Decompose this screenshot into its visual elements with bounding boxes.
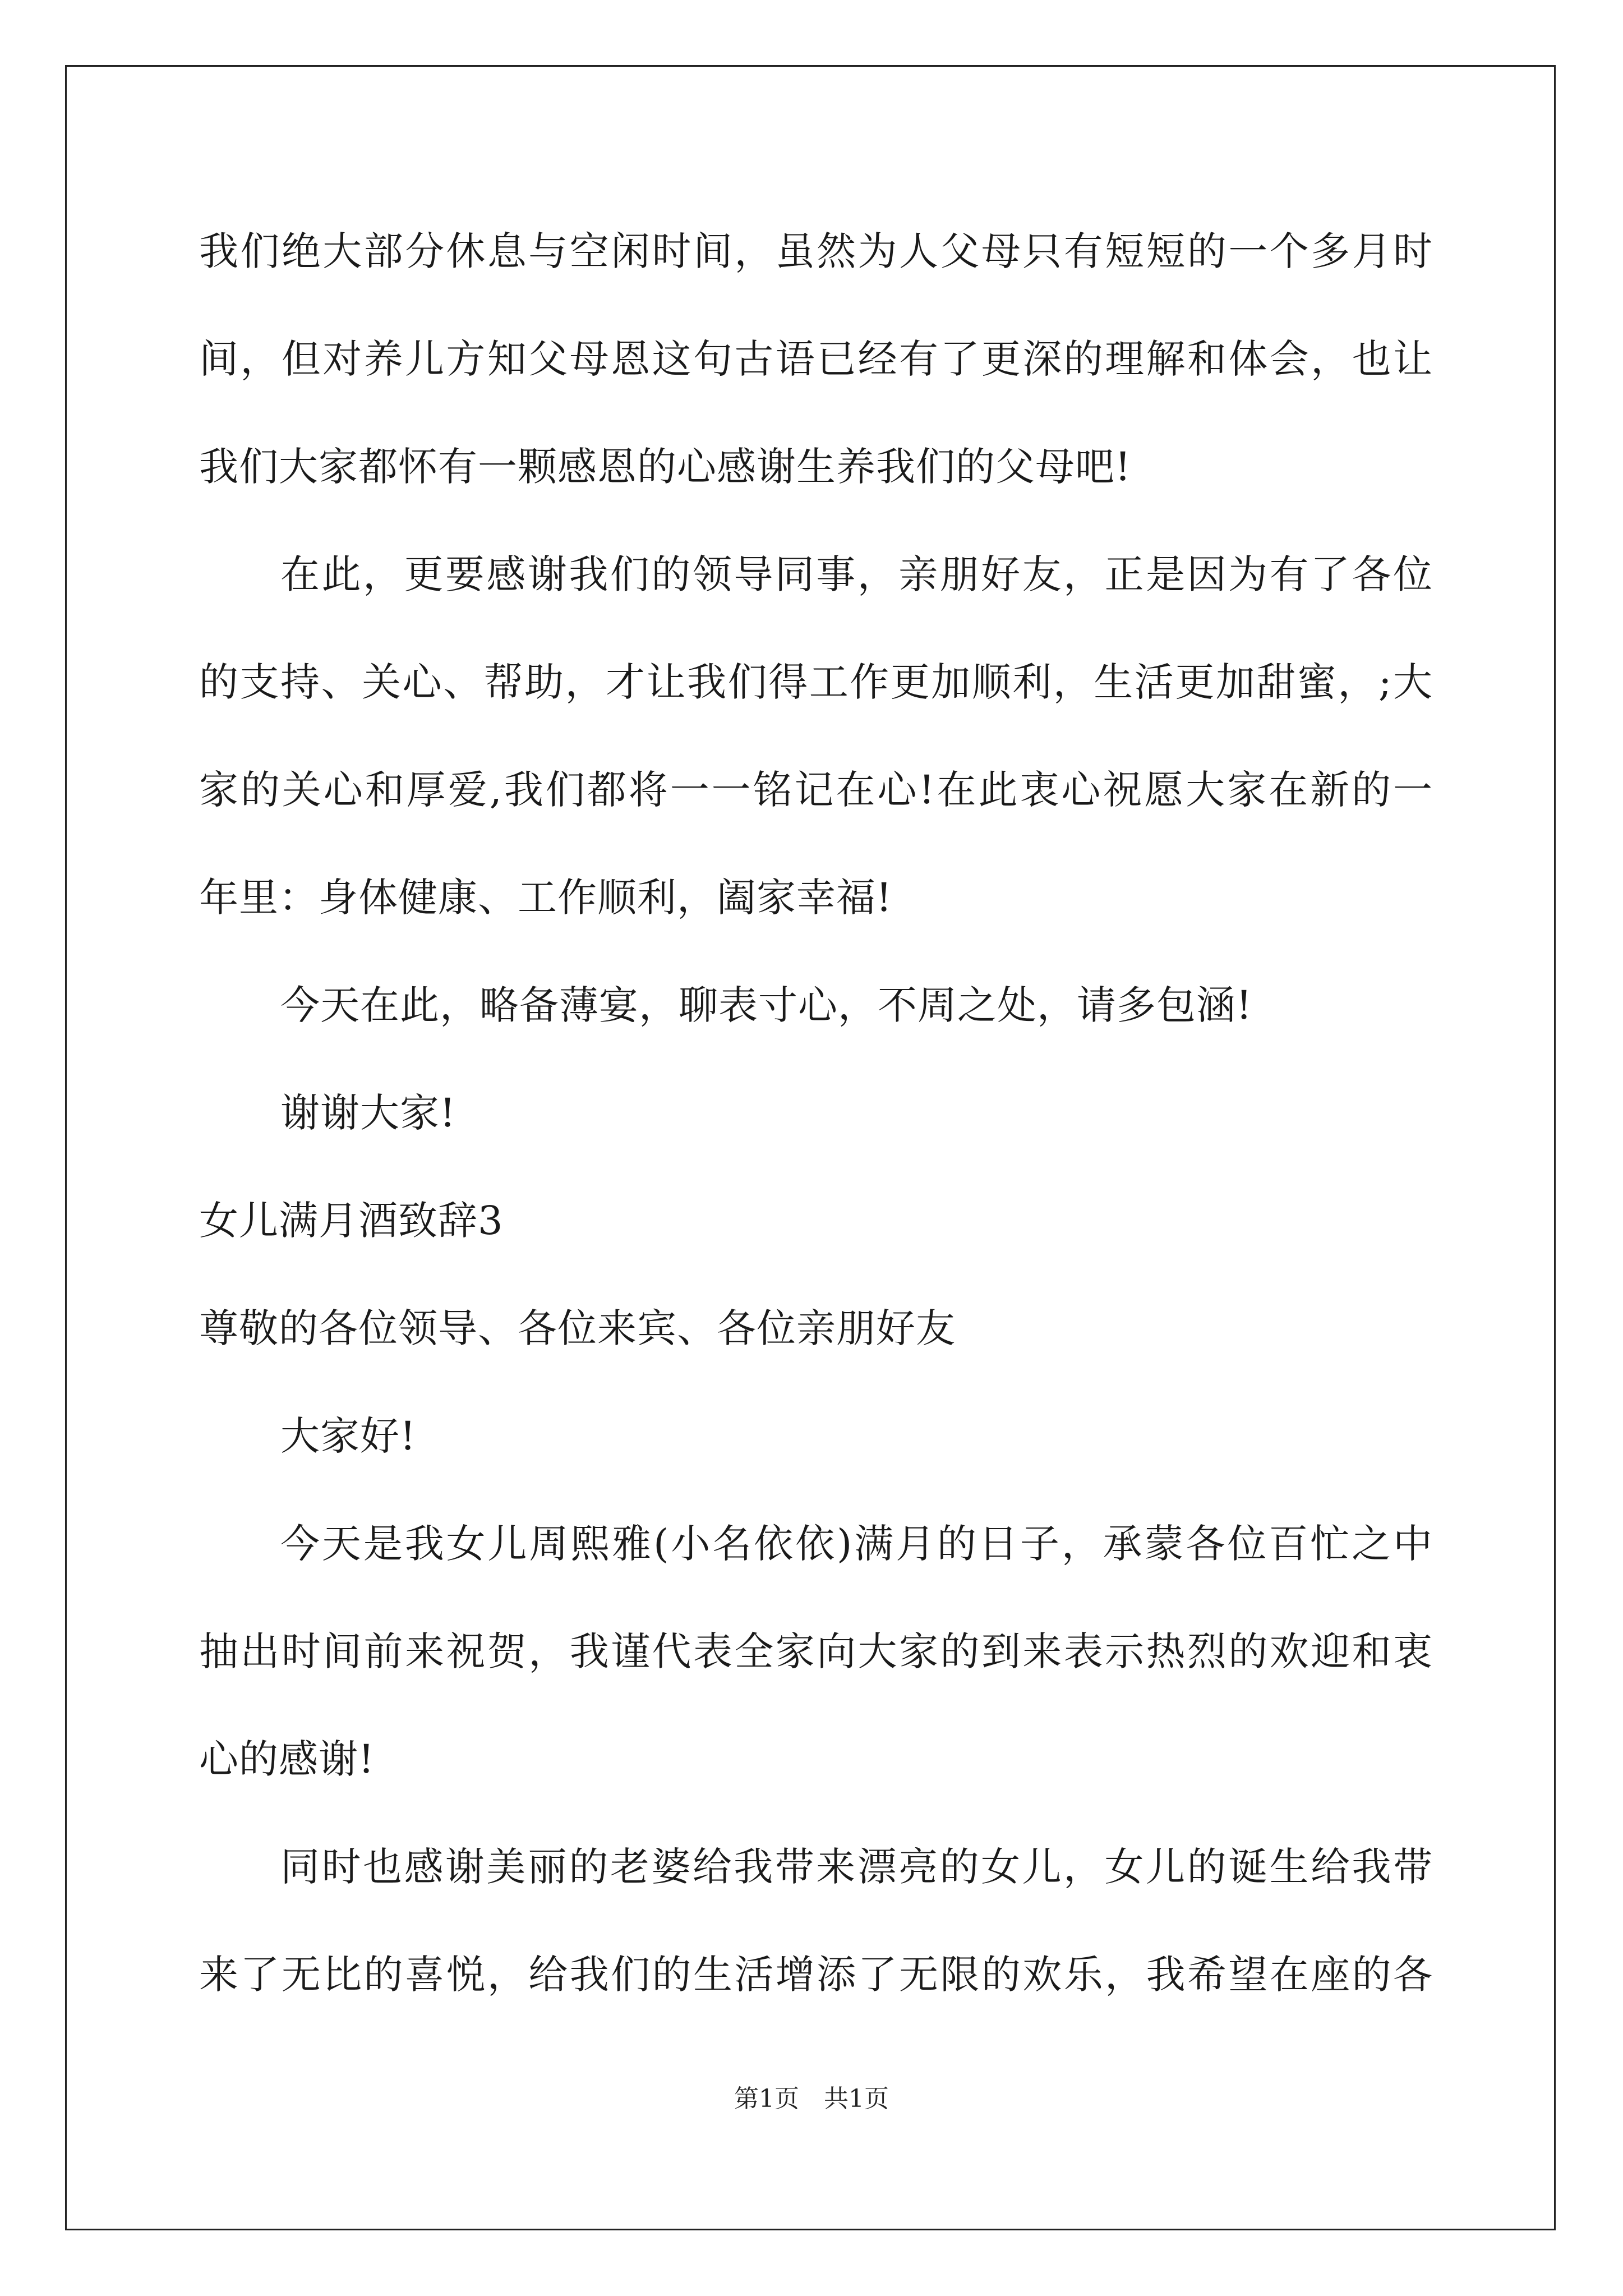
paragraph-line: 抽出时间前来祝贺，我谨代表全家向大家的到来表示热烈的欢迎和衷 [199, 1628, 1433, 1674]
paragraph-line: 在此，更要感谢我们的领导同事，亲朋好友，正是因为有了各位 [280, 551, 1433, 597]
page-number-footer: 第1页 共1页 [734, 2085, 889, 2113]
paragraph-line: 的支持、关心、帮助，才让我们得工作更加顺利，生活更加甜蜜，;大 [199, 659, 1433, 705]
salutation: 尊敬的各位领导、各位来宾、各位亲朋好友 [199, 1305, 956, 1351]
paragraph-line: 今天是我女儿周熙雅(小名依依)满月的日子，承蒙各位百忙之中 [280, 1521, 1433, 1567]
paragraph-line: 今天在此，略备薄宴，聊表寸心，不周之处，请多包涵! [280, 982, 1253, 1028]
paragraph-line: 年里：身体健康、工作顺利，阖家幸福! [199, 875, 893, 921]
paragraph-line: 心的感谢! [199, 1736, 375, 1782]
paragraph-line: 同时也感谢美丽的老婆给我带来漂亮的女儿，女儿的诞生给我带 [280, 1844, 1433, 1890]
page-border [65, 65, 1556, 2230]
paragraph-line: 我们绝大部分休息与空闲时间，虽然为人父母只有短短的一个多月时 [199, 228, 1433, 274]
paragraph-line: 间，但对养儿方知父母恩这句古语已经有了更深的理解和体会，也让 [199, 336, 1433, 382]
paragraph-line: 来了无比的喜悦，给我们的生活增添了无限的欢乐，我希望在座的各 [199, 1952, 1433, 1998]
greeting: 大家好! [280, 1413, 417, 1459]
paragraph-line: 我们大家都怀有一颗感恩的心感谢生养我们的父母吧! [199, 444, 1132, 490]
section-heading: 女儿满月酒致辞3 [199, 1198, 504, 1244]
paragraph-line: 谢谢大家! [280, 1090, 457, 1136]
paragraph-line: 家的关心和厚爱,我们都将一一铭记在心!在此衷心祝愿大家在新的一 [199, 767, 1433, 813]
